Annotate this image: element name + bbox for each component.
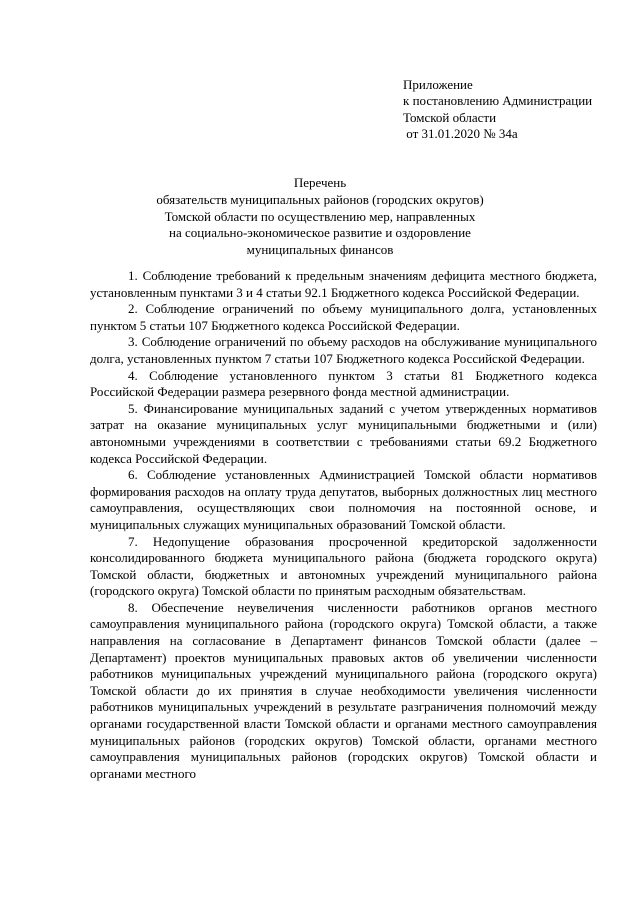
title-line: на социально-экономическое развитие и оздоровление bbox=[169, 225, 471, 241]
title-line: муниципальных финансов bbox=[246, 242, 394, 258]
appendix-line: к постановлению Администрации bbox=[403, 93, 593, 109]
document-title bbox=[90, 175, 550, 259]
list-item: 3. Соблюдение ограничений по объему расходов на обслуживание муниципального долга, установленных пунктом 7 статьи 107 Бюджетного кодекса Российской Федерации. bbox=[90, 334, 597, 366]
title-line: Перечень bbox=[293, 175, 347, 190]
obligations-list bbox=[90, 268, 597, 782]
list-item: 6. Соблюдение установленных Администрацией Томской области нормативов формирования расходов на оплату труда депутатов, выборных должностных лиц местного самоуправления, осуществляющих свои полномочия на постоянной основе, и муниципальных служащих муниципальных образований Томской области. bbox=[90, 467, 597, 532]
list-item: 7. Недопущение образования просроченной кредиторской задолженности консолидированного бюджета муниципального района (бюджета городского округа) Томской области, бюджетных и автономных учреждений муниципального района (городского округа) Томской области по принятым расходным обязательствам. bbox=[90, 533, 597, 599]
appendix-line: Томской области bbox=[403, 109, 497, 125]
list-item: 2. Соблюдение ограничений по объему муниципального долга, установленных пунктом 5 статьи 107 Бюджетного кодекса Российской Федерации. bbox=[90, 301, 597, 333]
list-item: 5. Финансирование муниципальных заданий с учетом утвержденных нормативов затрат на оказание муниципальных услуг муниципальными бюджетными и (или) автономными учреждениями в соответствии с требованиями статьи 69.2 Бюджетного кодекса Российской Федерации. bbox=[90, 400, 597, 466]
title-line: Томской области по осуществлению мер, направленных bbox=[164, 208, 476, 224]
appendix-header bbox=[403, 77, 633, 143]
list-item: 4. Соблюдение установленного пунктом 3 статьи 81 Бюджетного кодекса Российской Федерации размера резервного фонда местной администрации. bbox=[90, 367, 597, 400]
appendix-date-line: от 31.01.2020 № 34а bbox=[403, 126, 518, 142]
list-item: 1. Соблюдение требований к предельным значениям дефицита местного бюджета, установленным пунктами 3 и 4 статьи 92.1 Бюджетного кодекса Российской Федерации. bbox=[90, 268, 597, 300]
title-line: обязательств муниципальных районов (городских округов) bbox=[156, 191, 484, 207]
appendix-line: Приложение bbox=[403, 77, 473, 92]
list-item: 8. Обеспечение неувеличения численности работников органов местного самоуправления муниципального района (городского округа) Томской области, а также направления на согласование в Департамент финансов Томской области (далее – Департамент) проектов муниципальных правовых актов об увеличении численности работников муниципальных учреждений муниципального района (городского округа) Томской области до их принятия в случае необходимости увеличения численности работников муниципальных учреждений в результате разграничения полномочий между органами государственной власти Томской области и органами местного самоуправления муниципальных районов (городских округов) Томской области, органами местного самоуправления муниципальных районов (городских округов) Томской области и органами местного bbox=[90, 599, 597, 781]
